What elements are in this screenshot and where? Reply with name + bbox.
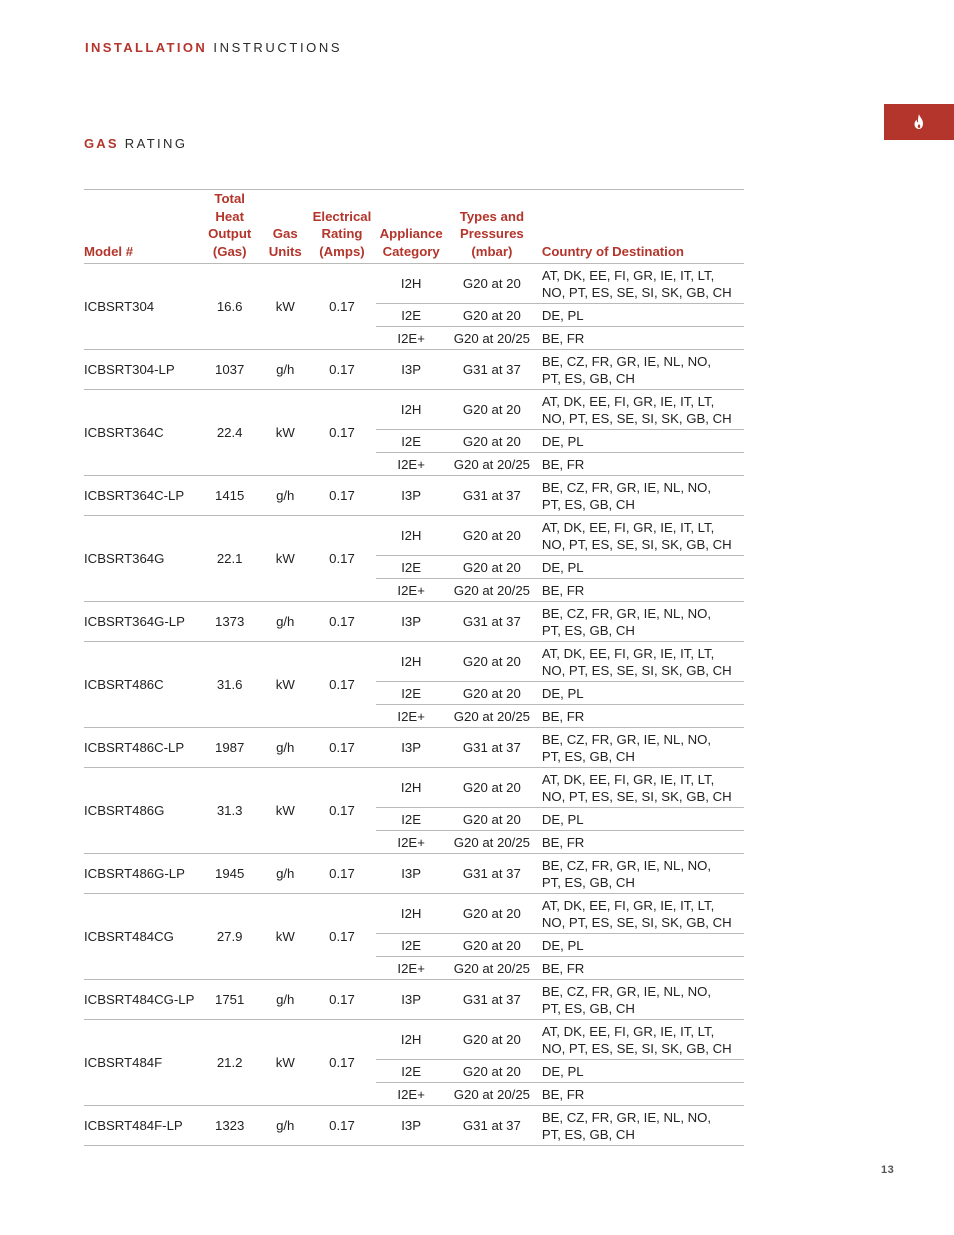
pressure-cell: G20 at 20/25: [446, 831, 538, 854]
country-line: AT, DK, EE, FI, GR, IE, IT, LT,: [541, 645, 715, 661]
country-cell: [538, 1060, 744, 1083]
output-cell: 16.6: [196, 264, 263, 350]
country-cell: [538, 854, 744, 894]
pressure-cell: G20 at 20/25: [446, 705, 538, 728]
category-cell: I2E: [376, 430, 446, 453]
amps-cell: 0.17: [308, 516, 377, 602]
country-line: BE, FR: [541, 708, 585, 724]
pressure-cell: G20 at 20: [446, 808, 538, 831]
units-cell: g/h: [263, 476, 308, 516]
country-line: PT, ES, GB, CH: [541, 370, 635, 386]
country-line: NO, PT, ES, SE, SI, SK, GB, CH: [541, 536, 732, 552]
country-line: DE, PL: [541, 811, 584, 827]
pressure-cell: G31 at 37: [446, 980, 538, 1020]
output-cell: 1415: [196, 476, 263, 516]
category-cell: I3P: [376, 476, 446, 516]
amps-cell: 0.17: [308, 1020, 377, 1106]
country-line: PT, ES, GB, CH: [541, 1000, 635, 1016]
model-cell: ICBSRT304-LP: [84, 350, 196, 390]
country-cell: [538, 728, 744, 768]
category-cell: I2H: [376, 894, 446, 934]
units-cell: kW: [263, 390, 308, 476]
model-cell: ICBSRT484F-LP: [84, 1106, 196, 1146]
model-cell: ICBSRT486G-LP: [84, 854, 196, 894]
country-line: AT, DK, EE, FI, GR, IE, IT, LT,: [541, 897, 715, 913]
section-title-bold: GAS: [84, 136, 119, 151]
table-row: [84, 602, 744, 642]
category-cell: I2H: [376, 768, 446, 808]
country-line: PT, ES, GB, CH: [541, 874, 635, 890]
country-line: BE, CZ, FR, GR, IE, NL, NO,: [541, 1109, 712, 1125]
table-row: [84, 390, 744, 430]
header-bold: INSTALLATION: [85, 40, 208, 55]
pressure-cell: G20 at 20/25: [446, 957, 538, 980]
model-cell: ICBSRT484F: [84, 1020, 196, 1106]
country-cell: [538, 1083, 744, 1106]
category-cell: I2E: [376, 1060, 446, 1083]
output-cell: 1987: [196, 728, 263, 768]
units-cell: g/h: [263, 728, 308, 768]
pressure-cell: G20 at 20: [446, 642, 538, 682]
country-cell: [538, 430, 744, 453]
units-cell: kW: [263, 516, 308, 602]
country-line: NO, PT, ES, SE, SI, SK, GB, CH: [541, 662, 732, 678]
pressure-cell: G20 at 20: [446, 1020, 538, 1060]
country-cell: [538, 602, 744, 642]
output-cell: 1373: [196, 602, 263, 642]
country-line: BE, FR: [541, 834, 585, 850]
country-line: BE, CZ, FR, GR, IE, NL, NO,: [541, 731, 712, 747]
country-line: PT, ES, GB, CH: [541, 622, 635, 638]
header-electrical: Electrical Rating (Amps): [308, 190, 377, 264]
country-cell: [538, 476, 744, 516]
country-cell: [538, 894, 744, 934]
amps-cell: 0.17: [308, 476, 377, 516]
pressure-cell: G31 at 37: [446, 854, 538, 894]
category-cell: I2H: [376, 390, 446, 430]
amps-cell: 0.17: [308, 768, 377, 854]
country-cell: [538, 768, 744, 808]
pressure-cell: G20 at 20: [446, 934, 538, 957]
header-country: Country of Destination: [538, 190, 744, 264]
pressure-cell: G31 at 37: [446, 1106, 538, 1146]
model-cell: ICBSRT304: [84, 264, 196, 350]
category-cell: I3P: [376, 1106, 446, 1146]
category-cell: I2H: [376, 516, 446, 556]
pressure-cell: G20 at 20/25: [446, 579, 538, 602]
output-cell: 27.9: [196, 894, 263, 980]
model-cell: ICBSRT486C: [84, 642, 196, 728]
country-line: AT, DK, EE, FI, GR, IE, IT, LT,: [541, 771, 715, 787]
country-line: BE, FR: [541, 330, 585, 346]
country-line: BE, CZ, FR, GR, IE, NL, NO,: [541, 353, 712, 369]
page-header: [85, 40, 342, 55]
pressure-cell: G20 at 20/25: [446, 327, 538, 350]
pressure-cell: G31 at 37: [446, 728, 538, 768]
header-gas-units: Gas Units: [263, 190, 308, 264]
pressure-cell: G20 at 20: [446, 264, 538, 304]
table-row: [84, 894, 744, 934]
country-line: BE, CZ, FR, GR, IE, NL, NO,: [541, 605, 712, 621]
country-cell: [538, 831, 744, 854]
category-cell: I2E: [376, 304, 446, 327]
section-title-rest: RATING: [124, 136, 188, 151]
table-row: [84, 768, 744, 808]
country-line: DE, PL: [541, 559, 584, 575]
country-line: NO, PT, ES, SE, SI, SK, GB, CH: [541, 788, 732, 804]
output-cell: 1945: [196, 854, 263, 894]
category-cell: I2H: [376, 642, 446, 682]
country-cell: [538, 705, 744, 728]
country-cell: [538, 390, 744, 430]
table-row: [84, 264, 744, 304]
units-cell: kW: [263, 894, 308, 980]
amps-cell: 0.17: [308, 350, 377, 390]
country-line: BE, CZ, FR, GR, IE, NL, NO,: [541, 479, 712, 495]
pressure-cell: G20 at 20: [446, 516, 538, 556]
country-cell: [538, 304, 744, 327]
category-cell: I3P: [376, 854, 446, 894]
country-line: DE, PL: [541, 685, 584, 701]
units-cell: g/h: [263, 854, 308, 894]
category-cell: I2E+: [376, 1083, 446, 1106]
table-body: [84, 264, 744, 1146]
output-cell: 1323: [196, 1106, 263, 1146]
units-cell: kW: [263, 1020, 308, 1106]
pressure-cell: G20 at 20: [446, 390, 538, 430]
category-cell: I2H: [376, 1020, 446, 1060]
category-cell: I3P: [376, 728, 446, 768]
section-tab: [884, 104, 954, 140]
country-line: AT, DK, EE, FI, GR, IE, IT, LT,: [541, 393, 715, 409]
country-line: DE, PL: [541, 1063, 584, 1079]
category-cell: I2E+: [376, 957, 446, 980]
country-line: AT, DK, EE, FI, GR, IE, IT, LT,: [541, 519, 715, 535]
amps-cell: 0.17: [308, 264, 377, 350]
country-line: DE, PL: [541, 937, 584, 953]
country-cell: [538, 980, 744, 1020]
model-cell: ICBSRT364G: [84, 516, 196, 602]
output-cell: 22.4: [196, 390, 263, 476]
pressure-cell: G20 at 20: [446, 768, 538, 808]
table-row: [84, 1106, 744, 1146]
amps-cell: 0.17: [308, 980, 377, 1020]
units-cell: g/h: [263, 350, 308, 390]
category-cell: I2E+: [376, 327, 446, 350]
units-cell: g/h: [263, 1106, 308, 1146]
country-cell: [538, 264, 744, 304]
table-header-row: [84, 190, 744, 264]
category-cell: I2H: [376, 264, 446, 304]
country-line: AT, DK, EE, FI, GR, IE, IT, LT,: [541, 1023, 715, 1039]
pressure-cell: G31 at 37: [446, 476, 538, 516]
model-cell: ICBSRT484CG-LP: [84, 980, 196, 1020]
output-cell: 22.1: [196, 516, 263, 602]
table-row: [84, 980, 744, 1020]
pressure-cell: G20 at 20: [446, 682, 538, 705]
gas-rating-table: [84, 189, 744, 1146]
output-cell: 31.3: [196, 768, 263, 854]
units-cell: kW: [263, 642, 308, 728]
category-cell: I3P: [376, 350, 446, 390]
country-line: BE, FR: [541, 582, 585, 598]
pressure-cell: G20 at 20: [446, 304, 538, 327]
country-line: NO, PT, ES, SE, SI, SK, GB, CH: [541, 284, 732, 300]
country-line: PT, ES, GB, CH: [541, 1126, 635, 1142]
table-row: [84, 476, 744, 516]
model-cell: ICBSRT486C-LP: [84, 728, 196, 768]
country-cell: [538, 516, 744, 556]
page-number: 13: [881, 1164, 895, 1176]
country-line: DE, PL: [541, 307, 584, 323]
amps-cell: 0.17: [308, 894, 377, 980]
country-cell: [538, 808, 744, 831]
country-line: BE, FR: [541, 456, 585, 472]
country-cell: [538, 556, 744, 579]
category-cell: I2E+: [376, 453, 446, 476]
country-line: NO, PT, ES, SE, SI, SK, GB, CH: [541, 1040, 732, 1056]
category-cell: I2E+: [376, 831, 446, 854]
category-cell: I2E: [376, 934, 446, 957]
country-cell: [538, 327, 744, 350]
pressure-cell: G20 at 20: [446, 1060, 538, 1083]
category-cell: I3P: [376, 980, 446, 1020]
pressure-cell: G20 at 20/25: [446, 453, 538, 476]
country-cell: [538, 682, 744, 705]
table-row: [84, 1020, 744, 1060]
country-line: BE, FR: [541, 960, 585, 976]
amps-cell: 0.17: [308, 642, 377, 728]
country-cell: [538, 957, 744, 980]
table-row: [84, 728, 744, 768]
amps-cell: 0.17: [308, 854, 377, 894]
country-line: NO, PT, ES, SE, SI, SK, GB, CH: [541, 410, 732, 426]
country-line: BE, FR: [541, 1086, 585, 1102]
table-row: [84, 642, 744, 682]
header-appliance: Appliance Category: [376, 190, 446, 264]
country-line: NO, PT, ES, SE, SI, SK, GB, CH: [541, 914, 732, 930]
pressure-cell: G20 at 20: [446, 556, 538, 579]
output-cell: 21.2: [196, 1020, 263, 1106]
units-cell: g/h: [263, 980, 308, 1020]
model-cell: ICBSRT364G-LP: [84, 602, 196, 642]
category-cell: I2E+: [376, 705, 446, 728]
header-model: Model #: [84, 190, 196, 264]
output-cell: 31.6: [196, 642, 263, 728]
flame-icon: [913, 114, 925, 130]
country-cell: [538, 934, 744, 957]
pressure-cell: G20 at 20: [446, 894, 538, 934]
category-cell: I2E: [376, 808, 446, 831]
output-cell: 1751: [196, 980, 263, 1020]
model-cell: ICBSRT484CG: [84, 894, 196, 980]
country-line: AT, DK, EE, FI, GR, IE, IT, LT,: [541, 267, 715, 283]
country-line: PT, ES, GB, CH: [541, 748, 635, 764]
header-types: Types and Pressures (mbar): [446, 190, 538, 264]
model-cell: ICBSRT364C: [84, 390, 196, 476]
units-cell: kW: [263, 264, 308, 350]
category-cell: I2E: [376, 556, 446, 579]
country-cell: [538, 1106, 744, 1146]
pressure-cell: G31 at 37: [446, 602, 538, 642]
pressure-cell: G20 at 20/25: [446, 1083, 538, 1106]
table-row: [84, 516, 744, 556]
pressure-cell: G20 at 20: [446, 430, 538, 453]
country-line: DE, PL: [541, 433, 584, 449]
country-line: BE, CZ, FR, GR, IE, NL, NO,: [541, 857, 712, 873]
pressure-cell: G31 at 37: [446, 350, 538, 390]
header-total-heat: Total Heat Output (Gas): [196, 190, 263, 264]
amps-cell: 0.17: [308, 390, 377, 476]
country-cell: [538, 642, 744, 682]
table-row: [84, 350, 744, 390]
category-cell: I3P: [376, 602, 446, 642]
model-cell: ICBSRT486G: [84, 768, 196, 854]
country-cell: [538, 1020, 744, 1060]
amps-cell: 0.17: [308, 1106, 377, 1146]
category-cell: I2E+: [376, 579, 446, 602]
table-row: [84, 854, 744, 894]
amps-cell: 0.17: [308, 602, 377, 642]
country-cell: [538, 453, 744, 476]
country-cell: [538, 579, 744, 602]
output-cell: 1037: [196, 350, 263, 390]
country-cell: [538, 350, 744, 390]
country-line: PT, ES, GB, CH: [541, 496, 635, 512]
amps-cell: 0.17: [308, 728, 377, 768]
model-cell: ICBSRT364C-LP: [84, 476, 196, 516]
header-rest: INSTRUCTIONS: [213, 40, 343, 55]
category-cell: I2E: [376, 682, 446, 705]
units-cell: kW: [263, 768, 308, 854]
units-cell: g/h: [263, 602, 308, 642]
country-line: BE, CZ, FR, GR, IE, NL, NO,: [541, 983, 712, 999]
section-title: [84, 136, 187, 151]
